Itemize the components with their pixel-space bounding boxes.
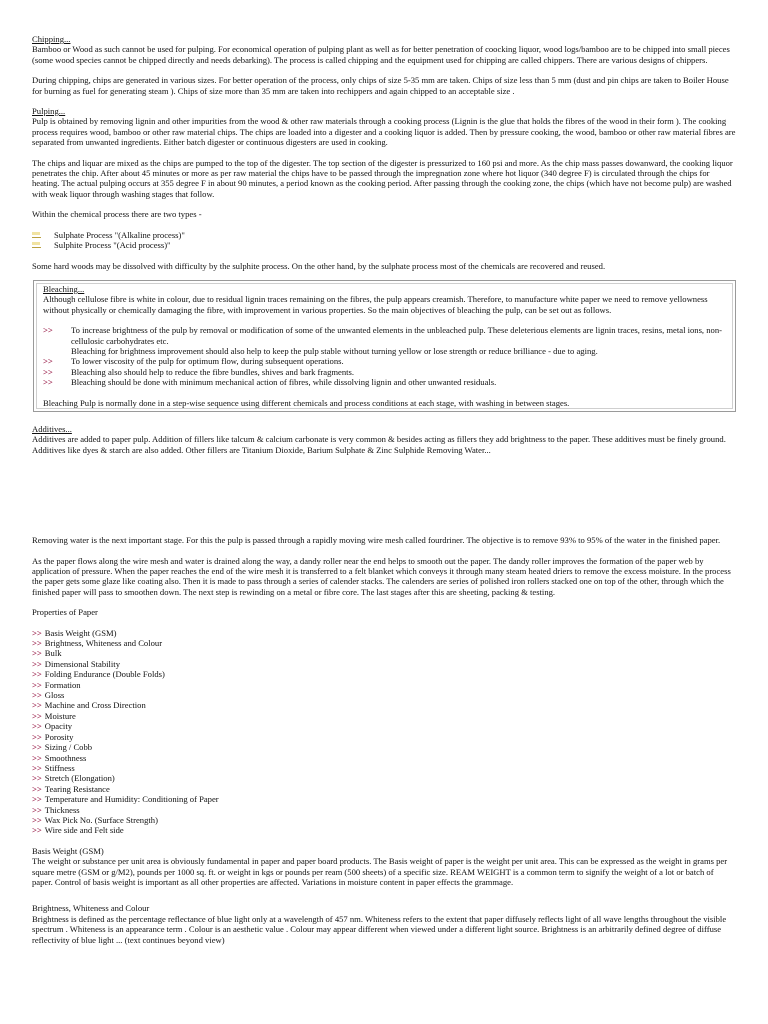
pulping-heading: Pulping... [32,106,66,117]
double-chevron-icon: >> [32,638,42,649]
double-chevron-icon: >> [32,783,42,794]
double-chevron-icon: >> [32,825,42,836]
double-chevron-icon: >> [32,669,42,680]
double-chevron-icon: >> [32,814,42,825]
property-list-item: >> Formation [32,679,81,690]
additives-paragraph: Additives are added to paper pulp. Addition of fillers like talcum & calcium carbonate is very common & besides acting as fillers they add brightness to the paper. These additives must be finely ground. Additives like dyes & starch are also added. Other fillers are Titanium Dioxide, Barium Sulphate & Zinc Sulphide Removing Water... [32,434,726,455]
pulping-paragraph-2: The chips and liquar are mixed as the chips are pumped to the top of the digester. The top section of the digester is pressurized to 160 psi and more. As the chip mass passes dowanward, the cooking liquor penetrates the chip. After about 45 minutes or more as per raw material the chips have to be passed through the impregnation zone where hot liquor (340 degree F) is circulated through the chips for heating. The actual pulping occurs at 355 degree F in about 90 minutes, a period known as the cooking period. After passing through the cooking zone, the chips (which have not become pulp) are washed with weak liquor through washing stages that follow. [32,157,733,199]
bullet-icon [32,232,42,238]
double-chevron-icon: >> [32,679,42,690]
bullet-icon [32,242,42,248]
bleaching-heading: Bleaching... [43,283,85,294]
brightness-heading: Brightness, Whiteness and Colour [32,903,150,914]
document-page [32,34,736,945]
property-list-item: >> Dimensional Stability [32,658,120,669]
double-chevron-icon: >> [43,366,53,377]
property-list-item: >> Stiffness [32,762,75,773]
list-item: >> To increase brightness of the pulp by removal or modification of some of the unwanted elements in the unbleached pulp. These deleterious elements are lignin traces, resins, metal ions, non-cellulosic carbohydrates etc. Bleaching for brightness improvement should also help to keep the pulp stable without turning yellow or lose strength or reduce brilliance - due to aging. [43,325,722,356]
double-chevron-icon: >> [32,794,42,805]
bleaching-outro: Bleaching Pulp is normally done in a step-wise sequence using different chemicals and process conditions at each stage, with washing in between stages. [43,397,570,408]
double-chevron-icon: >> [32,721,42,732]
list-item: >> Bleaching also should help to reduce the fibre bundles, shives and bark fragments. [43,366,355,377]
pulping-paragraph-1: Pulp is obtained by removing lignin and other impurities from the wood & other raw materials through a cooking process (Lignin is the glue that holds the fibres of the wood in their form ). The cooking process requires wood, bamboo or other raw material chips. The chips are loaded into a digester and a cooking liquor is added. Then by pressure cooking, the wood, bamboo or other raw material fibres are separated from unwanted ingredients. Either batch digester or continuous digesters are used in cooking. [32,116,736,148]
pulping-paragraph-3: Within the chemical process there are two types - [32,209,202,220]
property-list-item: >> Bulk [32,648,62,659]
double-chevron-icon: >> [32,710,42,721]
property-list-item: >> Basis Weight (GSM) [32,627,117,638]
property-list-item: >> Porosity [32,731,74,742]
property-list-item: >> Gloss [32,690,65,701]
list-item: >> Bleaching should be done with minimum mechanical action of fibres, while dissolving lignin and other unwanted residuals. [43,377,497,388]
additives-heading: Additives... [32,423,72,434]
properties-list [32,628,736,836]
chipping-paragraph-2: During chipping, chips are generated in various sizes. For better operation of the process, only chips of size 5-35 mm are taken. Chips of size less than 5 mm (dust and pin chips are taken to Boiler House for burning as fuel for generating steam ). Chips of size more than 35 mm are taken into rechippers and again chipped to an acceptable size . [32,75,729,96]
property-list-item: >> Opacity [32,721,73,732]
double-chevron-icon: >> [32,627,42,638]
basis-weight-paragraph: The weight or substance per unit area is obviously fundamental in paper and paper board products. The Basis weight of paper is the weight per unit area. This can be expressed as the weight in grams per square metre (GSM or g/M2), pounds per 1000 sq. ft. or weight in kgs or pounds per ream (500 sheets) of a specific size. REAM WEIGHT is a common term to signify the weight of a lot or batch of paper. Control of basis weight is important as all other properties are affected. Variations in moisture content in paper effects the grammage. [32,856,728,887]
list-item: >> To lower viscosity of the pulp for optimum flow, during subsequent operations. [43,356,344,367]
double-chevron-icon: >> [32,731,42,742]
double-chevron-icon: >> [43,325,53,336]
property-list-item: >> Wax Pick No. (Surface Strength) [32,814,158,825]
property-list-item: >> Brightness, Whiteness and Colour [32,638,163,649]
double-chevron-icon: >> [32,658,42,669]
property-list-item: >> Sizing / Cobb [32,742,93,753]
chipping-paragraph-1: Bamboo or Wood as such cannot be used for pulping. For economical operation of pulping plant as well as for better penetration of coocking liquor, wood logs/bamboo are to be chipped into small pieces (some wood species cannot be chipped directly and needs debarking). The process is called chipping and the equipment used for chipping are called chippers. There are various designs of chippers. [32,44,730,65]
chipping-heading: Chipping... [32,34,71,44]
water-paragraph-2: As the paper flows along the wire mesh and water is drained along the way, a dandy roller near the end helps to smooth out the paper. The dandy roller improves the formation of the paper web by application of pressure. When the paper reaches the end of the wire mesh it is transferred to a felt blanket which conveys it through many steam heated driers to remove the excess moisture. In the process the paper gets some glaze like coating also. Then it is made to pass through a series of calender stacks. The calenders are series of polished iron rollers stacked one on top of the other, through which the finished paper will pass to smoothen down. The next step is rewinding on a metal or fibre core. The last stages after this are sheeting, packing & testing. [32,555,731,597]
double-chevron-icon: >> [32,700,42,711]
double-chevron-icon: >> [43,377,53,388]
brightness-paragraph: Brightness is defined as the percentage reflectance of blue light only at a wavelength of 457 nm. Whiteness refers to the extent that paper diffusely reflects light of all wave lengths throughout the visible spectrum . Whiteness is an appearance term . Colour is an aesthetic value . Colour may appear different when viewed under a different light source. Brightness is an arbitrarily defined degree of diffuse reflectivity of blue light ... (text continues beyond view) [32,913,727,945]
properties-heading: Properties of Paper [32,607,98,618]
list-item: Sulphite Process "(Acid process)" [32,240,736,250]
double-chevron-icon: >> [32,742,42,753]
property-list-item: >> Temperature and Humidity: Conditioning of Paper [32,794,219,805]
pulping-types-list [32,230,736,251]
double-chevron-icon: >> [32,804,42,815]
list-item: Sulphate Process "(Alkaline process)" [32,230,736,240]
pulping-paragraph-4: Some hard woods may be dissolved with difficulty by the sulphite process. On the other hand, by the sulphate process most of the chemicals are recovered and reused. [32,260,606,271]
property-list-item: >> Thickness [32,804,80,815]
water-paragraph-1: Removing water is the next important stage. For this the pulp is passed through a rapidly moving wire mesh called fourdriner. The objective is to remove 93% to 95% of the water in the finished paper. [32,535,721,546]
double-chevron-icon: >> [32,762,42,773]
property-list-item: >> Wire side and Felt side [32,825,124,836]
property-list-item: >> Stretch (Elongation) [32,773,115,784]
property-list-item: >> Smoothness [32,752,87,763]
property-list-item: >> Machine and Cross Direction [32,700,146,711]
bleaching-box [33,280,736,412]
property-list-item: >> Moisture [32,710,76,721]
double-chevron-icon: >> [32,752,42,763]
double-chevron-icon: >> [32,690,42,701]
property-list-item: >> Folding Endurance (Double Folds) [32,669,165,680]
bleaching-intro: Although cellulose fibre is white in colour, due to residual lignin traces remaining on the fibres, the pulp appears creamish. Therefore, to manufacture white paper we need to remove yellowness without physically or chemically damaging the fibre, with improvement in various properties. So the main objectives of bleaching the pulp, can be set out as follows. [43,294,708,315]
basis-weight-heading: Basis Weight (GSM) [32,845,104,856]
double-chevron-icon: >> [32,773,42,784]
property-list-item: >> Tearing Resistance [32,783,110,794]
double-chevron-icon: >> [32,648,42,659]
bleaching-objectives-list [43,325,727,387]
double-chevron-icon: >> [43,356,53,367]
